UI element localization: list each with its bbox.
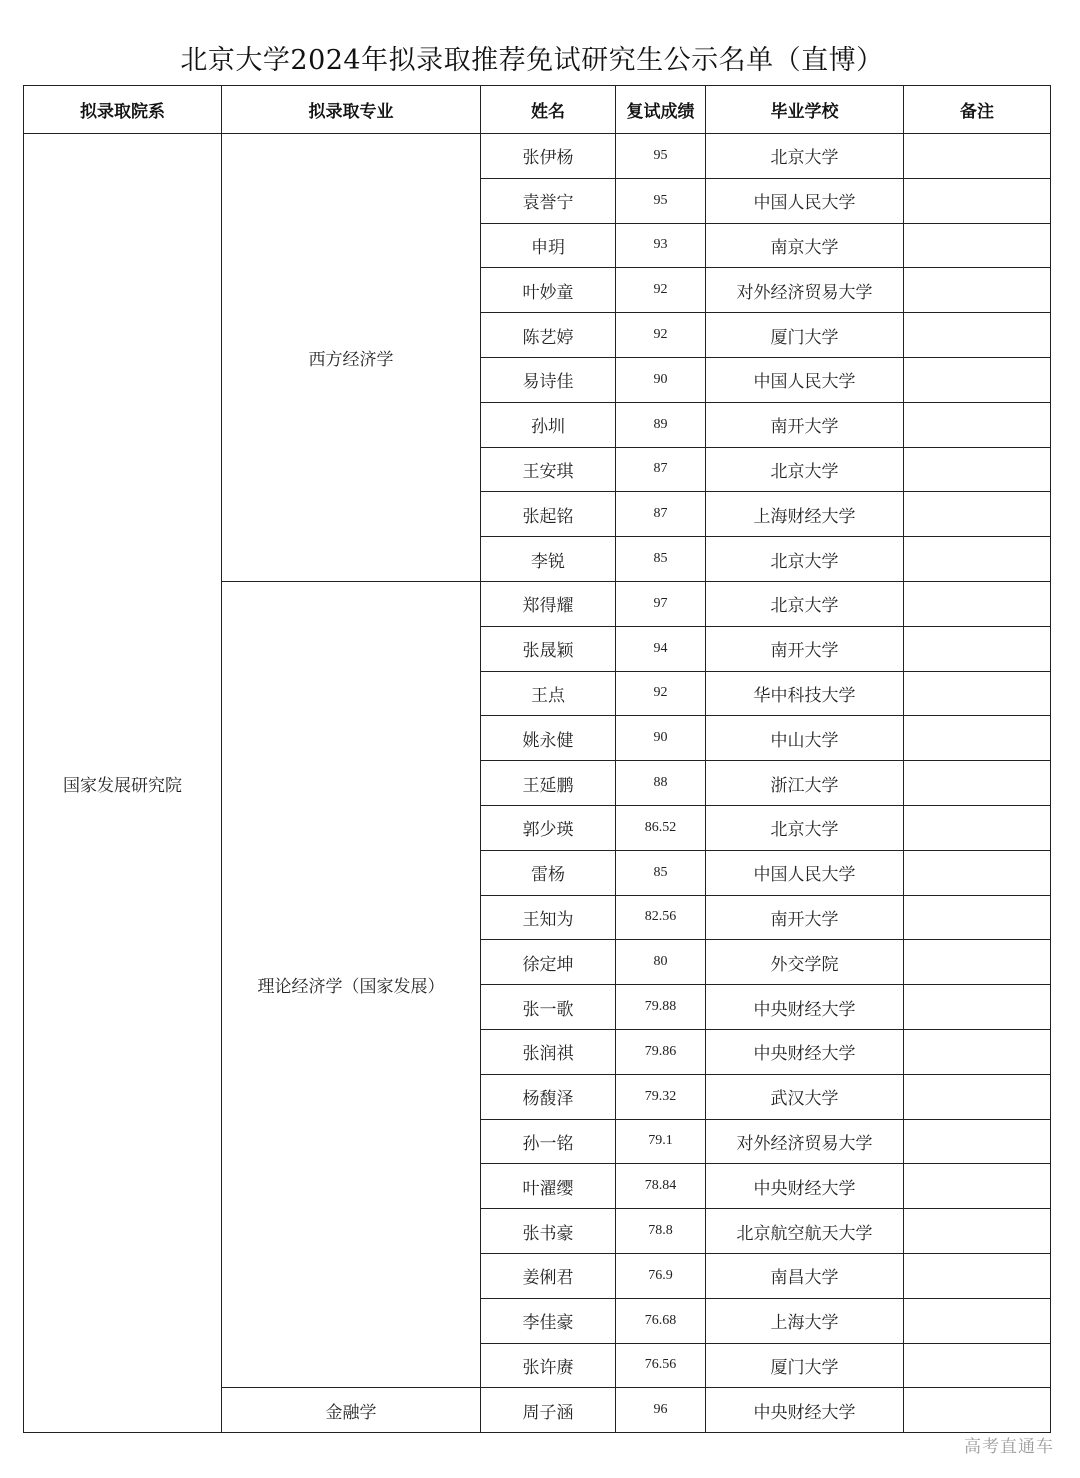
school-cell: 中央财经大学 bbox=[706, 1029, 904, 1074]
school-cell: 北京航空航天大学 bbox=[706, 1209, 904, 1254]
score-cell: 79.88 bbox=[616, 985, 706, 1030]
score-cell: 82.56 bbox=[616, 895, 706, 940]
remark-cell bbox=[904, 581, 1051, 626]
name-cell: 徐定坤 bbox=[481, 940, 616, 985]
score-cell: 87 bbox=[616, 447, 706, 492]
name-cell: 王点 bbox=[481, 671, 616, 716]
name-cell: 张一歌 bbox=[481, 985, 616, 1030]
remark-cell bbox=[904, 1209, 1051, 1254]
school-cell: 北京大学 bbox=[706, 581, 904, 626]
school-cell: 南开大学 bbox=[706, 402, 904, 447]
score-cell: 95 bbox=[616, 134, 706, 179]
school-cell: 厦门大学 bbox=[706, 313, 904, 358]
remark-cell bbox=[904, 313, 1051, 358]
score-cell: 85 bbox=[616, 850, 706, 895]
name-cell: 易诗佳 bbox=[481, 357, 616, 402]
name-cell: 张起铭 bbox=[481, 492, 616, 537]
score-cell: 92 bbox=[616, 268, 706, 313]
score-cell: 97 bbox=[616, 581, 706, 626]
remark-cell bbox=[904, 1029, 1051, 1074]
school-cell: 上海大学 bbox=[706, 1298, 904, 1343]
remark-cell bbox=[904, 178, 1051, 223]
name-cell: 李锐 bbox=[481, 537, 616, 582]
remark-cell bbox=[904, 850, 1051, 895]
score-cell: 95 bbox=[616, 178, 706, 223]
school-cell: 浙江大学 bbox=[706, 761, 904, 806]
remark-cell bbox=[904, 1343, 1051, 1388]
name-cell: 雷杨 bbox=[481, 850, 616, 895]
school-cell: 中山大学 bbox=[706, 716, 904, 761]
score-cell: 80 bbox=[616, 940, 706, 985]
remark-cell bbox=[904, 761, 1051, 806]
school-cell: 对外经济贸易大学 bbox=[706, 1119, 904, 1164]
name-cell: 郑得耀 bbox=[481, 581, 616, 626]
score-cell: 86.52 bbox=[616, 805, 706, 850]
remark-cell bbox=[904, 1253, 1051, 1298]
name-cell: 申玥 bbox=[481, 223, 616, 268]
score-cell: 93 bbox=[616, 223, 706, 268]
school-cell: 上海财经大学 bbox=[706, 492, 904, 537]
name-cell: 王延鹏 bbox=[481, 761, 616, 806]
major-cell: 理论经济学（国家发展） bbox=[222, 581, 481, 1387]
school-cell: 南开大学 bbox=[706, 895, 904, 940]
remark-cell bbox=[904, 626, 1051, 671]
header-school: 毕业学校 bbox=[706, 86, 904, 134]
header-score: 复试成绩 bbox=[616, 86, 706, 134]
score-cell: 90 bbox=[616, 716, 706, 761]
name-cell: 郭少瑛 bbox=[481, 805, 616, 850]
major-cell: 西方经济学 bbox=[222, 134, 481, 582]
name-cell: 张书豪 bbox=[481, 1209, 616, 1254]
name-cell: 王安琪 bbox=[481, 447, 616, 492]
table-row bbox=[24, 134, 1051, 179]
score-cell: 78.84 bbox=[616, 1164, 706, 1209]
remark-cell bbox=[904, 357, 1051, 402]
score-cell: 76.68 bbox=[616, 1298, 706, 1343]
school-cell: 武汉大学 bbox=[706, 1074, 904, 1119]
name-cell: 张伊杨 bbox=[481, 134, 616, 179]
score-cell: 92 bbox=[616, 671, 706, 716]
score-cell: 94 bbox=[616, 626, 706, 671]
score-cell: 76.56 bbox=[616, 1343, 706, 1388]
score-cell: 92 bbox=[616, 313, 706, 358]
remark-cell bbox=[904, 268, 1051, 313]
school-cell: 对外经济贸易大学 bbox=[706, 268, 904, 313]
name-cell: 周子涵 bbox=[481, 1388, 616, 1433]
school-cell: 南京大学 bbox=[706, 223, 904, 268]
remark-cell bbox=[904, 1388, 1051, 1433]
remark-cell bbox=[904, 805, 1051, 850]
page-title: 北京大学2024年拟录取推荐免试研究生公示名单（直博） bbox=[180, 45, 884, 76]
score-cell: 85 bbox=[616, 537, 706, 582]
table-body bbox=[24, 134, 1051, 1433]
school-cell: 南开大学 bbox=[706, 626, 904, 671]
name-cell: 杨馥泽 bbox=[481, 1074, 616, 1119]
school-cell: 中央财经大学 bbox=[706, 1388, 904, 1433]
school-cell: 华中科技大学 bbox=[706, 671, 904, 716]
name-cell: 孙圳 bbox=[481, 402, 616, 447]
score-cell: 79.86 bbox=[616, 1029, 706, 1074]
remark-cell bbox=[904, 134, 1051, 179]
score-cell: 78.8 bbox=[616, 1209, 706, 1254]
score-cell: 90 bbox=[616, 357, 706, 402]
remark-cell bbox=[904, 895, 1051, 940]
school-cell: 中国人民大学 bbox=[706, 850, 904, 895]
department-cell: 国家发展研究院 bbox=[24, 134, 222, 1433]
school-cell: 北京大学 bbox=[706, 537, 904, 582]
remark-cell bbox=[904, 492, 1051, 537]
school-cell: 外交学院 bbox=[706, 940, 904, 985]
name-cell: 叶妙童 bbox=[481, 268, 616, 313]
remark-cell bbox=[904, 940, 1051, 985]
remark-cell bbox=[904, 1119, 1051, 1164]
table-header-row bbox=[24, 86, 1051, 134]
name-cell: 姜俐君 bbox=[481, 1253, 616, 1298]
school-cell: 中国人民大学 bbox=[706, 178, 904, 223]
score-cell: 76.9 bbox=[616, 1253, 706, 1298]
remark-cell bbox=[904, 537, 1051, 582]
remark-cell bbox=[904, 1164, 1051, 1209]
score-cell: 88 bbox=[616, 761, 706, 806]
name-cell: 张许赓 bbox=[481, 1343, 616, 1388]
name-cell: 姚永健 bbox=[481, 716, 616, 761]
name-cell: 王知为 bbox=[481, 895, 616, 940]
score-cell: 89 bbox=[616, 402, 706, 447]
remark-cell bbox=[904, 402, 1051, 447]
remark-cell bbox=[904, 447, 1051, 492]
remark-cell bbox=[904, 716, 1051, 761]
name-cell: 叶濯缨 bbox=[481, 1164, 616, 1209]
header-department: 拟录取院系 bbox=[24, 86, 222, 134]
name-cell: 张晟颖 bbox=[481, 626, 616, 671]
score-cell: 79.32 bbox=[616, 1074, 706, 1119]
school-cell: 厦门大学 bbox=[706, 1343, 904, 1388]
school-cell: 中国人民大学 bbox=[706, 357, 904, 402]
admission-table bbox=[23, 85, 1051, 1433]
school-cell: 中央财经大学 bbox=[706, 1164, 904, 1209]
school-cell: 北京大学 bbox=[706, 447, 904, 492]
major-cell: 金融学 bbox=[222, 1388, 481, 1433]
name-cell: 袁誉宁 bbox=[481, 178, 616, 223]
remark-cell bbox=[904, 1298, 1051, 1343]
header-name: 姓名 bbox=[481, 86, 616, 134]
score-cell: 87 bbox=[616, 492, 706, 537]
remark-cell bbox=[904, 223, 1051, 268]
name-cell: 孙一铭 bbox=[481, 1119, 616, 1164]
school-cell: 中央财经大学 bbox=[706, 985, 904, 1030]
school-cell: 北京大学 bbox=[706, 805, 904, 850]
school-cell: 南昌大学 bbox=[706, 1253, 904, 1298]
name-cell: 张润祺 bbox=[481, 1029, 616, 1074]
header-major: 拟录取专业 bbox=[222, 86, 481, 134]
remark-cell bbox=[904, 671, 1051, 716]
name-cell: 陈艺婷 bbox=[481, 313, 616, 358]
school-cell: 北京大学 bbox=[706, 134, 904, 179]
score-cell: 96 bbox=[616, 1388, 706, 1433]
header-remark: 备注 bbox=[904, 86, 1051, 134]
remark-cell bbox=[904, 985, 1051, 1030]
score-cell: 79.1 bbox=[616, 1119, 706, 1164]
watermark: 高考直通车 bbox=[964, 1437, 1054, 1457]
name-cell: 李佳豪 bbox=[481, 1298, 616, 1343]
remark-cell bbox=[904, 1074, 1051, 1119]
